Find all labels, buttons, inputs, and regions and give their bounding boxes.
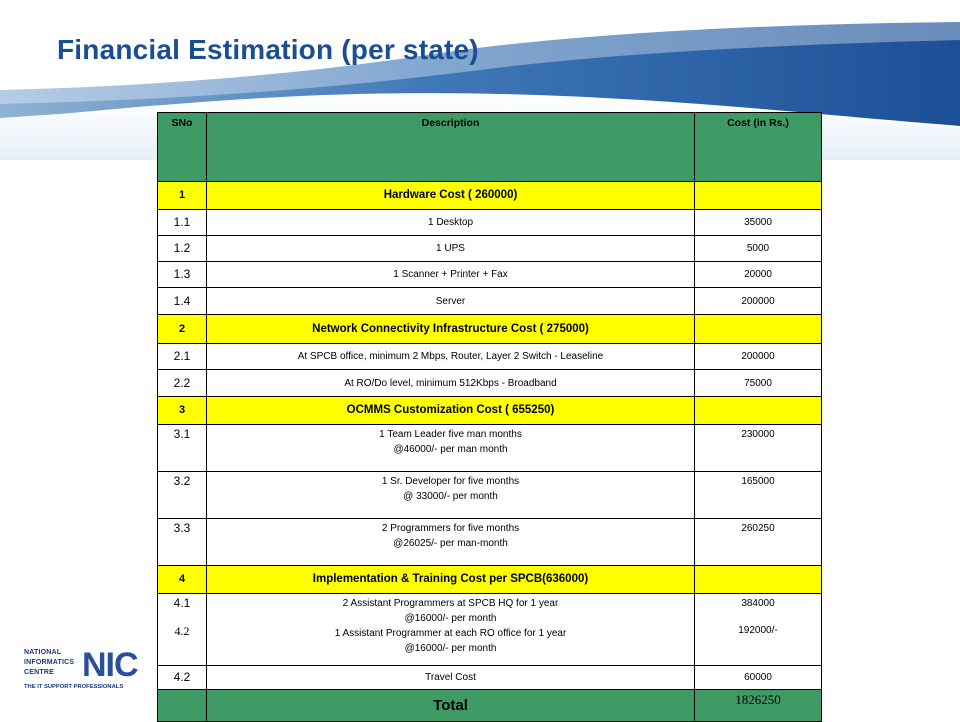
row-cost: 230000 <box>695 425 822 472</box>
row-description: 1 UPS <box>207 236 695 262</box>
row-cost <box>695 594 822 666</box>
row-description: Travel Cost <box>207 666 695 690</box>
row-description-line4: @16000/- per month <box>404 643 497 654</box>
section-title: Implementation & Training Cost per SPCB(636000) <box>207 566 695 594</box>
total-row <box>158 690 822 722</box>
row-sno: 3.3 <box>158 519 207 566</box>
row-cost: 20000 <box>695 262 822 288</box>
row-cost: 75000 <box>695 370 822 397</box>
section-cost-blank <box>695 397 822 425</box>
row-description <box>207 594 695 666</box>
section-sno: 2 <box>158 315 207 344</box>
row-sno: 1.4 <box>158 288 207 315</box>
logo-line-national: NATIONAL <box>24 649 62 656</box>
section-cost-blank <box>695 182 822 210</box>
financial-estimation-table <box>157 112 822 722</box>
section-sno: 3 <box>158 397 207 425</box>
nic-logo <box>20 646 138 694</box>
section-row-implementation <box>158 566 822 594</box>
section-title: OCMMS Customization Cost ( 655250) <box>207 397 695 425</box>
row-description: 1 Scanner + Printer + Fax <box>207 262 695 288</box>
row-sno: 3.2 <box>158 472 207 519</box>
table-row <box>158 344 822 370</box>
section-row-customization <box>158 397 822 425</box>
row-cost: 165000 <box>695 472 822 519</box>
section-title: Network Connectivity Infrastructure Cost ( 275000) <box>207 315 695 344</box>
row-sno-primary: 4.1 <box>173 596 191 610</box>
table-row <box>158 425 822 472</box>
row-description: At RO/Do level, minimum 512Kbps - Broadband <box>207 370 695 397</box>
row-cost: 260250 <box>695 519 822 566</box>
row-description-line1: 1 Sr. Developer for five months <box>381 476 520 487</box>
row-cost: 200000 <box>695 344 822 370</box>
section-sno: 1 <box>158 182 207 210</box>
table-row <box>158 288 822 315</box>
total-label: Total <box>207 690 695 722</box>
table-row <box>158 370 822 397</box>
section-cost-blank <box>695 566 822 594</box>
row-description <box>207 472 695 519</box>
row-cost: 60000 <box>695 666 822 690</box>
row-sno: 1.1 <box>158 210 207 236</box>
section-title: Hardware Cost ( 260000) <box>207 182 695 210</box>
logo-mark: NIC <box>82 646 138 684</box>
section-sno: 4 <box>158 566 207 594</box>
row-description-line1: 2 Assistant Programmers at SPCB HQ for 1 year <box>342 598 559 609</box>
row-sno: 1.2 <box>158 236 207 262</box>
total-value: 1826250 <box>695 690 822 722</box>
row-description-line2: @46000/- per man month <box>393 444 508 455</box>
logo-tagline: THE IT SUPPORT PROFESSIONALS <box>24 684 124 690</box>
row-sno: 2.2 <box>158 370 207 397</box>
row-description-line2: @ 33000/- per month <box>403 491 498 502</box>
table-row <box>158 236 822 262</box>
row-description <box>207 425 695 472</box>
row-cost: 200000 <box>695 288 822 315</box>
table-row <box>158 472 822 519</box>
header-description: Description <box>207 113 695 182</box>
row-sno: 4.2 <box>158 666 207 690</box>
table-row <box>158 666 822 690</box>
slide-title: Financial Estimation (per state) <box>57 34 479 65</box>
section-row-network <box>158 315 822 344</box>
row-description <box>207 519 695 566</box>
row-description-line3: 1 Assistant Programmer at each RO office for 1 year <box>334 628 567 639</box>
table-row <box>158 519 822 566</box>
header-sno: SNo <box>158 113 207 182</box>
row-cost: 35000 <box>695 210 822 236</box>
row-description: At SPCB office, minimum 2 Mbps, Router, Layer 2 Switch - Leaseline <box>207 344 695 370</box>
row-description-line2: @16000/- per month <box>404 613 497 624</box>
row-sno: 2.1 <box>158 344 207 370</box>
table-row <box>158 594 822 666</box>
header-cost: Cost (in Rs.) <box>695 113 822 182</box>
total-sno-blank <box>158 690 207 722</box>
row-description: Server <box>207 288 695 315</box>
table-header-row <box>158 113 822 182</box>
row-cost-primary: 384000 <box>741 598 775 609</box>
row-sno <box>158 594 207 666</box>
section-row-hardware <box>158 182 822 210</box>
row-cost-secondary: 192000/- <box>738 625 778 636</box>
row-description: 1 Desktop <box>207 210 695 236</box>
section-cost-blank <box>695 315 822 344</box>
row-sno-secondary: 4.2 <box>174 624 190 638</box>
row-description-line1: 1 Team Leader five man months <box>379 429 522 440</box>
logo-line-centre: CENTRE <box>24 669 54 676</box>
table-row <box>158 210 822 236</box>
row-description-line1: 2 Programmers for five months <box>381 523 520 534</box>
row-description-line2: @26025/- per man-month <box>393 538 508 549</box>
row-cost: 5000 <box>695 236 822 262</box>
table-row <box>158 262 822 288</box>
logo-line-informatics: INFORMATICS <box>24 659 75 666</box>
row-sno: 1.3 <box>158 262 207 288</box>
row-sno: 3.1 <box>158 425 207 472</box>
